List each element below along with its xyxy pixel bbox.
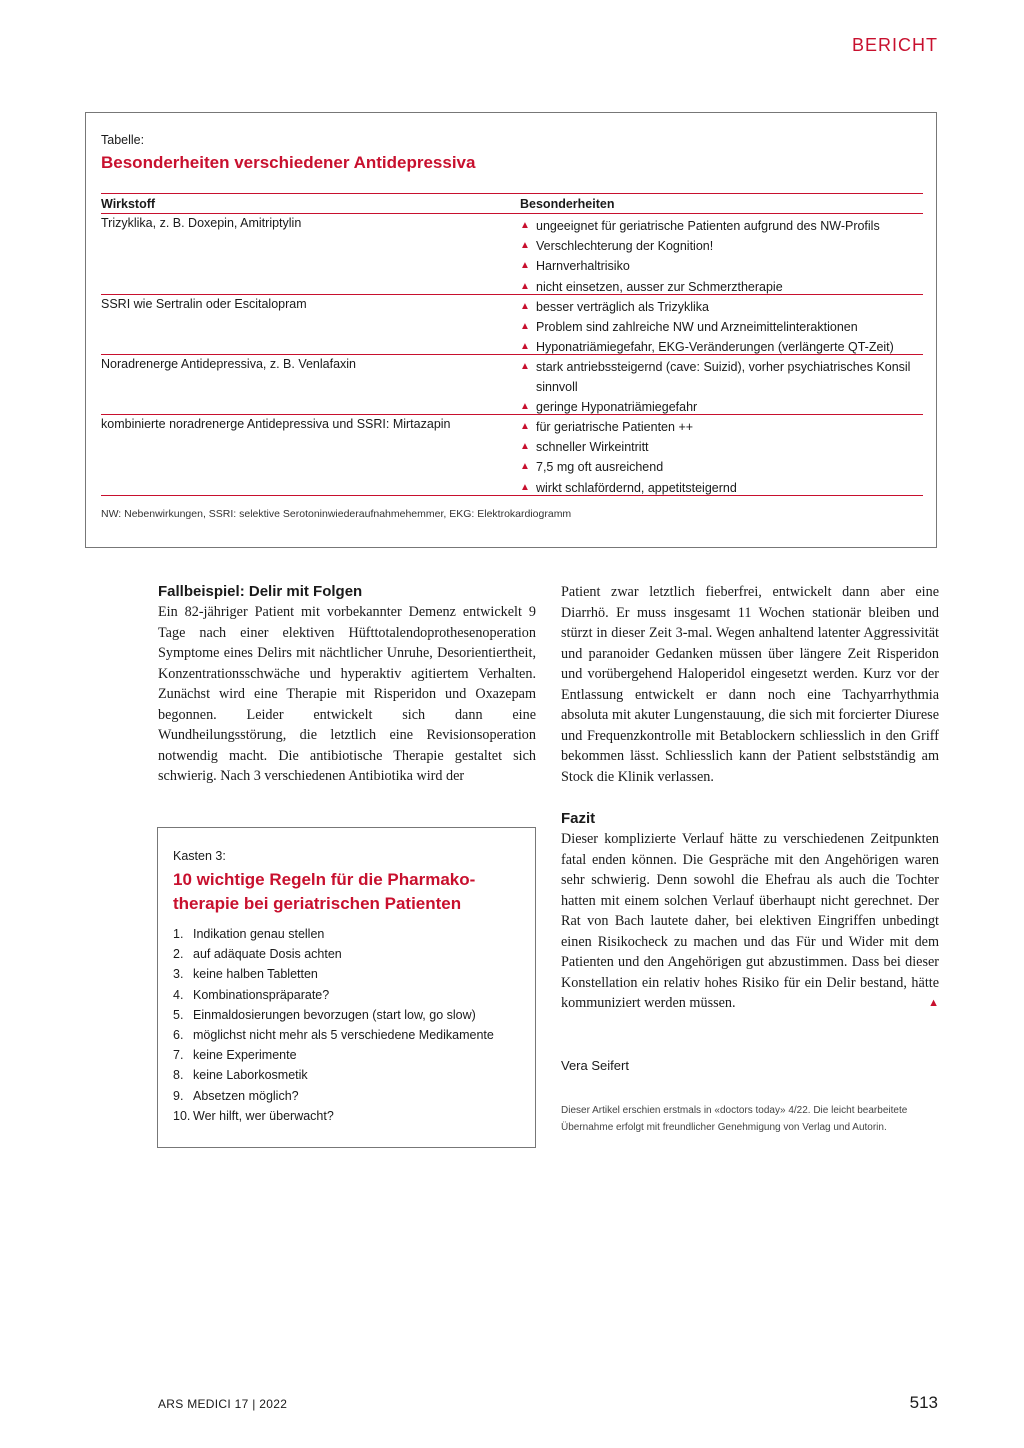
case-text-continued: Patient zwar letztlich fieberfrei, entwickelt dann aber eine Diarrhö. Er muss insgesamt 11 Wochen stationär bleiben und stürzt in dieser Zeit 3-mal. Wegen anhaltend latenter Aggressivität und paranoider Gedanken müssen über längere Zeit Risperidon und vorübergehend Haloperidol eingesetzt werden. Kurz vor der Entlassung entwickelt er dann noch eine Tachyarrhythmia absoluta mit akuter Lungenstauung, die sich mit forcierter Diurese und Frequenzkontrolle mit Betablockern schliesslich in den Griff bekommen lässt. Schliesslich kann der Patient selbstständig am Stock die Klinik verlassen. — [561, 584, 939, 785]
section-label: BERICHT — [851, 35, 938, 55]
feature-item: ▲ Verschlechterung der Kognition! — [520, 236, 920, 256]
table-row — [101, 213, 923, 295]
list-item: 5. Einmaldosierungen bevorzugen (start low, go slow) — [173, 1007, 476, 1022]
list-item: 8. keine Laborkosmetik — [173, 1068, 308, 1083]
feature-item: ▲ Hyponatriämiegefahr, EKG-Veränderungen (verlängerte QT-Zeit) — [520, 337, 920, 357]
fazit-text: Dieser komplizierte Verlauf hätte zu verschiedenen Zeitpunkten fatal enden können. Die Gespräche mit den Angehörigen waren sehr schwierig. Denn sowohl die Ehefrau als auch die Tochter hatten mit einem solchen Verlauf überhaupt nicht gerechnet. Der Rat von Bach lautete daher, bei elektiven Eingriffen unbedingt einen Risikocheck zu machen und das Für und Wider mit dem Patienten und den Angehörigen gut abzustimmen. Dass bei dieser Konstellation ein relativ hohes Risiko für ein Delir bestand, hätte kommuniziert werden müssen. ▲ — [561, 829, 939, 1014]
list-item: 4. Kombinationspräparate? — [173, 987, 330, 1002]
case-text: Ein 82-jähriger Patient mit vorbekannter Demenz entwickelt 9 Tage nach einer elektiven Hüfttotalendoprothesenoperation Symptome eines Delirs mit nächtlicher Unruhe, Desorientiertheit, Konzentrationsschwäche und hyperaktiv agitiertem Verhalten. Zunächst wird eine Therapie mit Risperidon und Oxazepam begonnen. Leider entwickelt sich dann eine Wundheilungsstörung, die letztlich eine Revisionsoperation notwendig macht. Die antibiotische Therapie gestaltet sich schwierig. Nach 3 verschiedenen Antibiotika wird der — [158, 604, 536, 784]
box-caption: Kasten 3: — [173, 849, 226, 863]
table-header-substance: Wirkstoff — [101, 197, 156, 211]
list-item: 2. auf adäquate Dosis achten — [173, 947, 342, 962]
feature-item: ▲ schneller Wirkeintritt — [520, 437, 920, 457]
table-cell-features — [520, 417, 920, 498]
table-cell-features — [520, 357, 920, 418]
feature-item: ▲ 7,5 mg oft ausreichend — [520, 457, 920, 477]
table-header-row — [101, 193, 923, 214]
case-column-continued — [561, 582, 939, 787]
feature-item: ▲ geringe Hyponatriämiegefahr — [520, 397, 920, 417]
journal-footer: ARS MEDICI 17 | 2022 — [158, 1397, 288, 1411]
list-item: 9. Absetzen möglich? — [173, 1088, 299, 1103]
table-cell-substance: SSRI wie Sertralin oder Escitalopram — [101, 297, 307, 311]
table-box — [85, 112, 937, 548]
rules-box — [157, 827, 536, 1148]
table-cell-features — [520, 297, 920, 358]
feature-item: ▲ stark antriebssteigernd (cave: Suizid), vorher psychiatrisches Konsil sinnvoll — [520, 357, 920, 397]
case-heading: Fallbeispiel: Delir mit Folgen — [158, 583, 363, 600]
table-header-features: Besonderheiten — [520, 197, 615, 211]
feature-item: ▲ Problem sind zahlreiche NW und Arzneimittelinteraktionen — [520, 317, 920, 337]
table-cell-substance: kombinierte noradrenerge Antidepressiva und SSRI: Mirtazapin — [101, 417, 451, 431]
feature-item: ▲ nicht einsetzen, ausser zur Schmerztherapie — [520, 277, 920, 297]
table-row — [101, 354, 923, 415]
list-item: 6. möglichst nicht mehr als 5 verschiedene Medikamente — [173, 1028, 494, 1043]
list-item: 3. keine halben Tabletten — [173, 967, 318, 982]
fazit-heading: Fazit — [561, 810, 596, 827]
feature-item: ▲ wirkt schlafördernd, appetitsteigernd — [520, 478, 920, 498]
table-footnote: NW: Nebenwirkungen, SSRI: selektive Serotoninwiederaufnahmehemmer, EKG: Elektrokardiogramm — [101, 508, 572, 520]
feature-item: ▲ besser verträglich als Trizyklika — [520, 297, 920, 317]
case-column — [158, 582, 536, 787]
source-note: Dieser Artikel erschien erstmals in «doctors today» 4/22. Die leicht bearbeitete Übernahme erfolgt mit freundlicher Genehmigung von Verlag und Autorin. — [561, 1105, 908, 1133]
feature-item: ▲ Harnverhaltrisiko — [520, 256, 920, 276]
feature-item: ▲ für geriatrische Patienten ++ — [520, 417, 920, 437]
table-cell-features — [520, 216, 920, 297]
table-cell-substance: Noradrenerge Antidepressiva, z. B. Venlafaxin — [101, 357, 357, 371]
list-item: 7. keine Experimente — [173, 1048, 297, 1063]
feature-item: ▲ ungeeignet für geriatrische Patienten aufgrund des NW-Profils — [520, 216, 920, 236]
list-item: 10. Wer hilft, wer überwacht? — [173, 1108, 334, 1123]
fazit-column — [561, 809, 939, 1014]
rules-list — [173, 924, 494, 1126]
table-end-rule — [101, 495, 923, 496]
page-number: 513 — [909, 1393, 938, 1412]
box-title: 10 wichtige Regeln für die Pharmakotherapie bei geriatrischen Patienten — [173, 870, 476, 913]
table-cell-substance: Trizyklika, z. B. Doxepin, Amitriptylin — [101, 216, 302, 230]
table-caption: Tabelle: — [101, 133, 145, 147]
list-item: 1. Indikation genau stellen — [173, 927, 325, 941]
author: Vera Seifert — [561, 1058, 629, 1073]
table-row — [101, 414, 923, 496]
end-marker-icon: ▲ — [928, 997, 939, 1009]
table-row — [101, 294, 923, 355]
table-title: Besonderheiten verschiedener Antidepressiva — [101, 153, 476, 172]
